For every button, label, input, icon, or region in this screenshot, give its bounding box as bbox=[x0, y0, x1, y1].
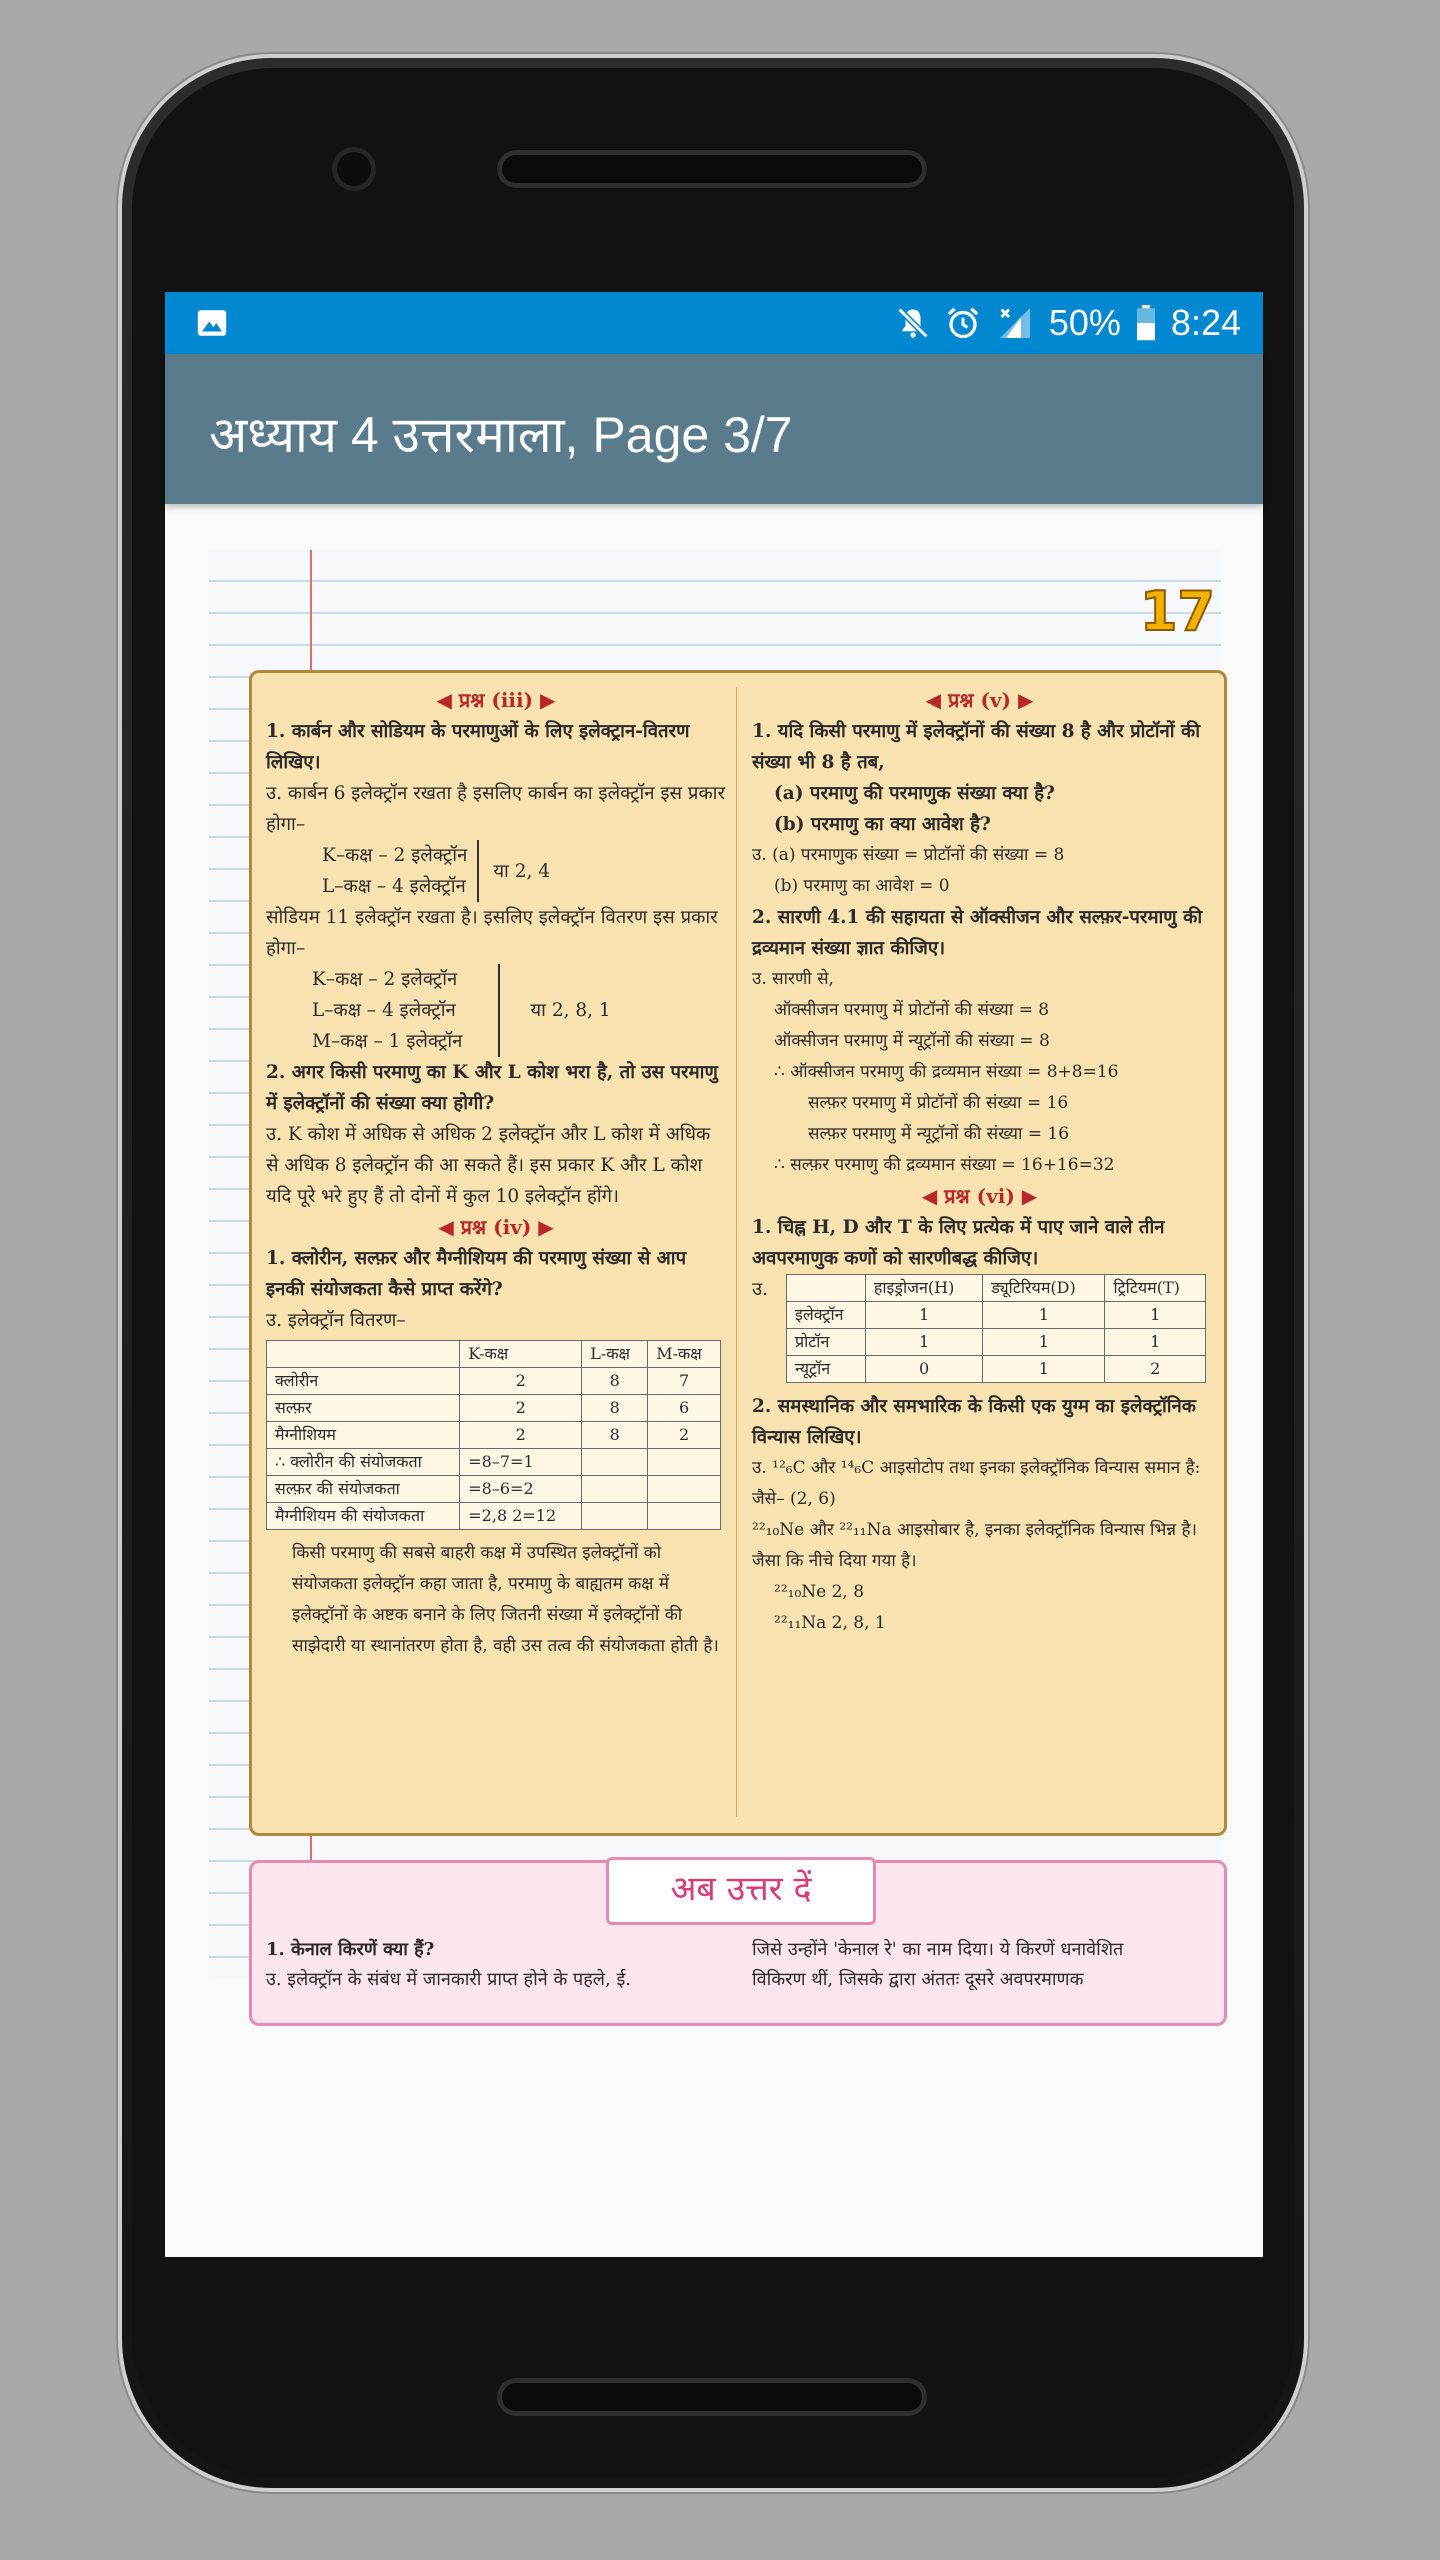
table-cell: 7 bbox=[648, 1368, 721, 1395]
table-cell: 6 bbox=[648, 1395, 721, 1422]
config-result: या 2, 8, 1 bbox=[530, 1000, 611, 1021]
shell-line: L–कक्ष – 4 इलेक्ट्रॉन bbox=[312, 1000, 456, 1021]
table-cell: प्रोटॉन bbox=[787, 1329, 866, 1356]
table-cell: 8 bbox=[582, 1368, 648, 1395]
clock: 8:24 bbox=[1170, 302, 1241, 343]
answer: उ. कार्बन 6 इलेक्ट्रॉन रखता है इसलिए कार्बन का इलेक्ट्रॉन इस प्रकार होगा– bbox=[266, 783, 726, 835]
table-cell bbox=[648, 1476, 721, 1503]
section-heading: ◀ प्रश्न (iv) ▶ bbox=[438, 1215, 554, 1239]
paragraph: किसी परमाणु की सबसे बाहरी कक्ष में उपस्थित इलेक्ट्रॉनों को संयोजकता इलेक्ट्रॉन कहा जाता है, परमाणु के बाह्यतम कक्ष में इलेक्ट्रॉनों के अष्टक बनाने के लिए जितनी संख्या में इलेक्ट्रॉनों की साझेदारी या स्थानांतरण होता है, वही उस तत्व की संयोजकता होती है। bbox=[292, 1543, 719, 1656]
question: 2. सारणी 4.1 की सहायता से ऑक्सीजन और सल्फ़र-परमाणु की द्रव्यमान संख्या ज्ञात कीजिए। bbox=[752, 907, 1203, 959]
answer: (b) परमाणु का आवेश = 0 bbox=[774, 876, 950, 896]
table-cell: =8–7=1 bbox=[460, 1449, 582, 1476]
table-cell: ∴ क्लोरीन की संयोजकता bbox=[267, 1449, 460, 1476]
question: 1. चिह्न H, D और T के लिए प्रत्येक में पाए जाने वाले तीन अवपरमाणुक कणों को सारणीबद्ध कीजिए। bbox=[752, 1217, 1165, 1269]
answer: उ. ¹²₆C और ¹⁴₆C आइसोटोप तथा इनका इलेक्ट्रॉनिक विन्यास समान है: जैसे– (2, 6) bbox=[752, 1458, 1201, 1509]
answer: सोडियम 11 इलेक्ट्रॉन रखता है। इसलिए इलेक्ट्रॉन वितरण इस प्रकार होगा– bbox=[266, 907, 718, 959]
table-cell: 1 bbox=[1105, 1302, 1206, 1329]
table-cell bbox=[582, 1449, 648, 1476]
app-bar bbox=[165, 354, 1263, 504]
left-column bbox=[266, 685, 726, 1662]
table-cell: 1 bbox=[865, 1329, 982, 1356]
table-header: M-कक्ष bbox=[648, 1341, 721, 1368]
shell-line: M–कक्ष – 1 इलेक्ट्रॉन bbox=[312, 1031, 463, 1052]
question-part: (a) परमाणु की परमाणुक संख्या क्या है? bbox=[774, 783, 1055, 804]
table-cell: 2 bbox=[1105, 1356, 1206, 1383]
table-cell: 0 bbox=[865, 1356, 982, 1383]
table-cell: क्लोरीन bbox=[267, 1368, 460, 1395]
table-cell: 1 bbox=[983, 1329, 1105, 1356]
table-cell: =2,8 2=12 bbox=[460, 1503, 582, 1530]
table-cell: 2 bbox=[460, 1422, 582, 1449]
section-heading: ◀ प्रश्न (v) ▶ bbox=[925, 688, 1034, 712]
answer-now-right bbox=[752, 1935, 1212, 1995]
page-image[interactable] bbox=[209, 550, 1221, 1990]
status-bar bbox=[165, 292, 1263, 354]
answer-line: ऑक्सीजन परमाणु में प्रोटॉनों की संख्या = 8 bbox=[774, 1000, 1050, 1020]
battery-icon bbox=[1135, 305, 1157, 341]
config-result: या 2, 4 bbox=[493, 860, 551, 882]
page-number: 17 bbox=[1139, 580, 1215, 643]
front-camera bbox=[332, 147, 376, 191]
section-heading: ◀ प्रश्न (vi) ▶ bbox=[921, 1184, 1038, 1208]
answer: उ. K कोश में अधिक से अधिक 2 इलेक्ट्रॉन और L कोश में अधिक से अधिक 8 इलेक्ट्रॉन की आ सकते हैं। इस प्रकार K और L कोश यदि पूरे भरे हुए हैं तो दोनों में कुल 10 इलेक्ट्रॉन होंगे। bbox=[266, 1124, 711, 1207]
answer: विकिरण थीं, जिसके द्वारा अंततः दूसरे अवपरमाणक bbox=[752, 1969, 1084, 1990]
bottom-speaker bbox=[497, 2378, 927, 2416]
answer-line: ²²₁₁Na 2, 8, 1 bbox=[774, 1613, 886, 1633]
table-cell: 8 bbox=[582, 1395, 648, 1422]
answer: उ. (a) परमाणुक संख्या = प्रोटॉनों की संख्या = 8 bbox=[752, 845, 1065, 865]
config-group bbox=[266, 964, 726, 1057]
table-header: K-कक्ष bbox=[460, 1341, 582, 1368]
table-cell bbox=[648, 1449, 721, 1476]
answer: जिसे उन्होंने 'केनाल रे' का नाम दिया। ये किरणें धनावेशित bbox=[752, 1939, 1124, 1960]
answer: उ. इलेक्ट्रॉन के संबंध में जानकारी प्राप्त होने के पहले, ई. bbox=[266, 1969, 632, 1990]
answer-label: उ. bbox=[752, 1279, 769, 1300]
earpiece-speaker bbox=[497, 150, 927, 188]
table-header bbox=[267, 1341, 460, 1368]
shell-line: L–कक्ष – 4 इलेक्ट्रॉन bbox=[322, 876, 466, 897]
table-cell: 1 bbox=[865, 1302, 982, 1329]
table-cell: =8–6=2 bbox=[460, 1476, 582, 1503]
answers-box bbox=[249, 670, 1227, 1836]
page-title: अध्याय 4 उत्तरमाला, Page 3/7 bbox=[209, 407, 793, 463]
answer-now-title: अब उत्तर दें bbox=[606, 1857, 876, 1925]
image-icon bbox=[195, 306, 229, 340]
table-cell: इलेक्ट्रॉन bbox=[787, 1302, 866, 1329]
answer-line: ऑक्सीजन परमाणु में न्यूट्रॉनों की संख्या = 8 bbox=[774, 1031, 1050, 1051]
question: 2. अगर किसी परमाणु का K और L कोश भरा है, तो उस परमाणु में इलेक्ट्रॉनों की संख्या क्या होगी? bbox=[266, 1062, 718, 1114]
table-cell: मैग्नीशियम bbox=[267, 1422, 460, 1449]
question: 1. कार्बन और सोडियम के परमाणुओं के लिए इलेक्ट्रान-वितरण लिखिए। bbox=[266, 721, 690, 773]
valency-table bbox=[266, 1340, 721, 1530]
answer-line: सल्फ़र परमाणु में न्यूट्रॉनों की संख्या = 16 bbox=[808, 1124, 1070, 1144]
answer: उ. इलेक्ट्रॉन वितरण– bbox=[266, 1310, 406, 1331]
table-cell: 2 bbox=[460, 1395, 582, 1422]
column-separator bbox=[736, 687, 737, 1817]
answer-line: ∴ सल्फ़र परमाणु की द्रव्यमान संख्या = 16+16=32 bbox=[774, 1155, 1115, 1175]
table-group bbox=[752, 1274, 1207, 1383]
question: 1. यदि किसी परमाणु में इलेक्ट्रॉनों की संख्या 8 है और प्रोटॉनों की संख्या भी 8 है तब, bbox=[752, 721, 1201, 773]
table-cell: सल्फ़र की संयोजकता bbox=[267, 1476, 460, 1503]
question: 1. केनाल किरणें क्या हैं? bbox=[266, 1939, 435, 1960]
table-cell: मैग्नीशियम की संयोजकता bbox=[267, 1503, 460, 1530]
table-header bbox=[787, 1275, 866, 1302]
alarm-icon bbox=[945, 305, 981, 341]
answer-line: सल्फ़र परमाणु में प्रोटॉनों की संख्या = 16 bbox=[808, 1093, 1069, 1113]
config-group bbox=[266, 840, 726, 902]
screen bbox=[165, 292, 1263, 2257]
shell-line: K–कक्ष – 2 इलेक्ट्रॉन bbox=[312, 969, 458, 990]
table-cell bbox=[648, 1503, 721, 1530]
table-cell: 8 bbox=[582, 1422, 648, 1449]
right-column bbox=[752, 685, 1207, 1639]
answer: उ. सारणी से, bbox=[752, 969, 834, 989]
answer-line: ∴ ऑक्सीजन परमाणु की द्रव्यमान संख्या = 8+8=16 bbox=[774, 1062, 1119, 1082]
table-cell: 1 bbox=[983, 1302, 1105, 1329]
table-header: L-कक्ष bbox=[582, 1341, 648, 1368]
table-cell: 2 bbox=[460, 1368, 582, 1395]
answer-now-box bbox=[249, 1860, 1227, 2026]
table-cell: 1 bbox=[983, 1356, 1105, 1383]
table-cell: सल्फ़र bbox=[267, 1395, 460, 1422]
table-cell: 1 bbox=[1105, 1329, 1206, 1356]
table-cell: न्यूट्रॉन bbox=[787, 1356, 866, 1383]
answer-now-left bbox=[266, 1935, 736, 1995]
answer: ²²₁₀Ne और ²²₁₁Na आइसोबार है, इनका इलेक्ट्रॉनिक विन्यास भिन्न है। जैसा कि नीचे दिया गया है। bbox=[752, 1520, 1197, 1571]
table-cell bbox=[582, 1503, 648, 1530]
shell-line: K–कक्ष – 2 इलेक्ट्रॉन bbox=[322, 845, 468, 866]
table-header: ट्रिटियम(T) bbox=[1105, 1275, 1206, 1302]
table-cell bbox=[582, 1476, 648, 1503]
isotope-table bbox=[786, 1274, 1206, 1383]
table-cell: 2 bbox=[648, 1422, 721, 1449]
table-header: हाइड्रोजन(H) bbox=[865, 1275, 982, 1302]
answer-line: ²²₁₀Ne 2, 8 bbox=[774, 1582, 865, 1602]
question: 1. क्लोरीन, सल्फ़र और मैग्नीशियम की परमाणु संख्या से आप इनकी संयोजकता कैसे प्राप्त करेंगे? bbox=[266, 1248, 687, 1300]
question: 2. समस्थानिक और समभारिक के किसी एक युग्म का इलेक्ट्रॉनिक विन्यास लिखिए। bbox=[752, 1396, 1197, 1448]
section-heading: ◀ प्रश्न (iii) ▶ bbox=[436, 688, 556, 712]
question-part: (b) परमाणु का क्या आवेश है? bbox=[774, 814, 991, 835]
signal-icon bbox=[995, 305, 1035, 341]
table-header: ड्यूटिरियम(D) bbox=[983, 1275, 1105, 1302]
battery-percent: 50% bbox=[1048, 302, 1121, 343]
mute-icon bbox=[895, 305, 931, 341]
